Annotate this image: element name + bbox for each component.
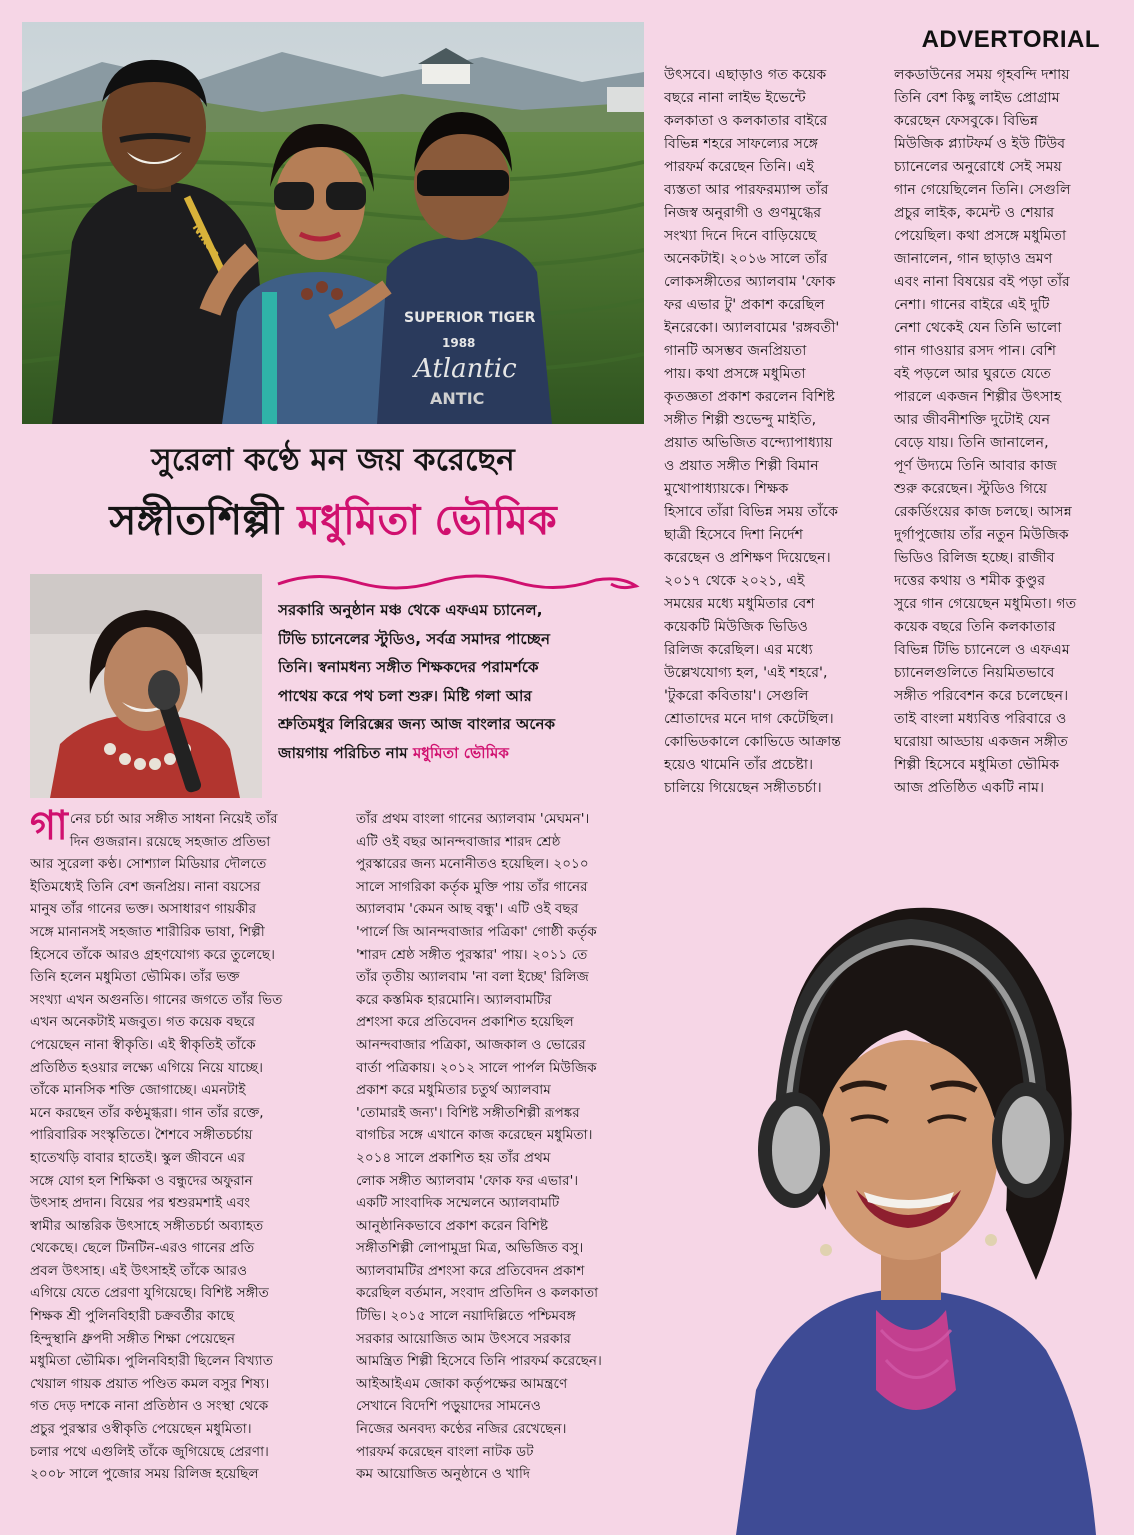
family-photo-illustration: [22, 22, 644, 424]
shirt-text-3: Atlantic: [414, 354, 517, 384]
shirt-text-4: ANTIC: [430, 389, 485, 408]
headline-subject-title: সঙ্গীতশিল্পী: [109, 496, 284, 544]
article-column-1: [30, 808, 338, 1530]
article-column-2: তাঁর প্রথম বাংলা গানের অ্যালবাম 'মেঘমন'। এটি ওই বছর আনন্দবাজার শারদ শ্রেষ্ঠ পুরস্কারের জন্য মনোনীতও হয়েছিল। ২০১০ সালে সাগরিকা কর্তৃক মুক্তি পায় তাঁর গানের অ্যালবাম 'কেমন আছ বন্ধু'। এটি ওই বছর 'পার্লে জি আনন্দবাজার পত্রিকা' গোষ্ঠী কর্তৃক 'শারদ শ্রেষ্ঠ সঙ্গীত পুরস্কার' পায়। ২০১১ তে তাঁর তৃতীয় অ্যালবাম 'না বলা ইচ্ছে' রিলিজ করে কস্তমিক হারমোনি। অ্যালবামটির প্রশংসা করে প্রতিবেদন প্রকাশিত হয়েছিল আনন্দবাজার পত্রিকা, আজকাল ও ভোরের বার্তা পত্রিকায়। ২০১২ সালে পার্পল মিউজিক প্রকাশ করে মধুমিতার চতুর্থ অ্যালবাম 'তোমারই জন্য'। বিশিষ্ট সঙ্গীতশিল্পী রূপঙ্কর বাগচির সঙ্গে এখানে কাজ করেছেন মধুমিতা। ২০১৪ সালে প্রকাশিত হয় তাঁর প্রথম লোক সঙ্গীত অ্যালবাম 'ফোক ফর এভার'। একটি সাংবাদিক সম্মেলনে অ্যালবামটি আনুষ্ঠানিকভাবে প্রকাশ করেন বিশিষ্ট সঙ্গীতশিল্পী লোপামুদ্রা মিত্র, অভিজিত বসু। অ্যালবামটির প্রশংসা করে প্রতিবেদন প্রকাশ করেছিল বর্তমান, সংবাদ প্রতিদিন ও কলকাতা টিভি। ২০১৫ সালে নয়াদিল্লিতে পশ্চিমবঙ্গ সরকার আয়োজিত আম উৎসবে সরকার আমন্ত্রিত শিল্পী হিসেবে তিনি পারফর্ম করেছেন। আইআইএম জোকা কর্তৃপক্ষের আমন্ত্রণে সেখানে বিদেশি পড়ুয়াদের সামনেও নিজের অনবদ্য কণ্ঠের নজির রেখেছেন। পারফর্ম করেছেন বাংলা নাটক ডট কম আয়োজিত অনুষ্ঠানে ও খাদি: [356, 811, 602, 1483]
lede-text: [278, 596, 644, 768]
advertorial-tag: ADVERTORIAL: [921, 26, 1100, 53]
lede-body: সরকারি অনুষ্ঠান মঞ্চ থেকে এফএম চ্যানেল, টিভি চ্যানেলের স্টুডিও, সর্বত্র সমাদর পাচ্ছেন তিনি। স্বনামধন্য সঙ্গীত শিক্ষকদের পরামর্শকে পাথেয় করে পথ চলা শুরু। মিষ্টি গলা আর শ্রুতিমধুর লিরিক্সের জন্য আজ বাংলার অনেক জায়গায় পরিচিত নাম: [278, 601, 556, 762]
headline-line-2: [22, 494, 644, 546]
camera-strap-text: Nikon: [189, 220, 224, 261]
drop-cap: গা: [30, 808, 68, 849]
shirt-text-2: 1988: [442, 336, 476, 350]
lede-paragraph: [278, 596, 644, 792]
portrait-photo: [30, 574, 262, 798]
headline-line-1: সুরেলা কণ্ঠে মন জয় করেছেন: [151, 442, 515, 478]
headline-subject-name: মধুমিতা ভৌমিক: [297, 496, 557, 544]
article-column-1-text: নের চর্চা আর সঙ্গীত সাধনা নিয়েই তাঁর দিন গুজরান। রয়েছে সহজাত প্রতিভা আর সুরেলা কণ্ঠ। সোশ্যাল মিডিয়ার দৌলতে ইতিমধ্যেই তিনি বেশ জনপ্রিয়। নানা বয়সের মানুষ তাঁর গানের ভক্ত। অসাধারণ গায়কীর সঙ্গে মানানসই সহজাত শারীরিক ভাষা, শিল্পী হিসেবে তাঁকে আরও গ্রহণযোগ্য করে তুলেছে। তিনি হলেন মধুমিতা ভৌমিক। তাঁর ভক্ত সংখ্যা এখন অগুনতি। গানের জগতে তাঁর ভিত এখন অনেকটাই মজবুত। গত কয়েক বছরে পেয়েছেন নানা স্বীকৃতি। এই স্বীকৃতিই তাঁকে প্রতিষ্ঠিত হওয়ার লক্ষ্যে এগিয়ে নিয়ে যাচ্ছে। তাঁকে মানসিক শক্তি জোগাচ্ছে। এমনটাই মনে করছেন তাঁর কণ্ঠমুগ্ধরা। গান তাঁর রক্তে, পারিবারিক সংস্কৃতিতে। শৈশবে সঙ্গীতচর্চায় হাতেখড়ি বাবার হাতেই। স্কুল জীবনে এর সঙ্গে যোগ হল শিক্ষিকা ও বন্ধুদের অফুরান উৎসাহ প্রদান। বিয়ের পর শ্বশুরমশাই এবং স্বামীর আন্তরিক উৎসাহে সঙ্গীতচর্চা অব্যাহত থেকেছে। ছেলে টিনটিন-এরও গানের প্রতি প্রবল উৎসাহ। এই উৎসাহই তাঁকে আরও এগিয়ে যেতে প্রেরণা যুগিয়েছে। বিশিষ্ট সঙ্গীত শিক্ষক শ্রী পুলিনবিহারী চক্রবর্তীর কাছে হিন্দুস্থানি ধ্রুপদী সঙ্গীত শিক্ষা পেয়েছেন মধুমিতা ভৌমিক। পুলিনবিহারী ছিলেন বিখ্যাত খেয়াল গায়ক প্রয়াত পণ্ডিত কমল বসুর শিষ্য। গত দেড় দশকে নানা প্রতিষ্ঠান ও সংস্থা থেকে প্রচুর পুরস্কার ওস্বীকৃতি পেয়েছেন মধুমিতা। চলার পথে এগুলিই তাঁকে জুগিয়েছে প্রেরণা। ২০০৮ সালে পুজোর সময় রিলিজ হয়েছিল: [30, 811, 283, 1483]
article-column-3: উৎসবে। এছাড়াও গত কয়েক বছরে নানা লাইভ ইভেন্টে কলকাতা ও কলকাতার বাইরে বিভিন্ন শহরে সাফল্যের সঙ্গে পারফর্ম করেছেন তিনি। এই ব্যস্ততা আর পারফরম্যান্স তাঁর নিজস্ব অনুরাগী ও গুণমুগ্ধের সংখ্যা দিনে দিনে বাড়িয়েছে অনেকটাই। ২০১৬ সালে তাঁর লোকসঙ্গীতের অ্যালবাম 'ফোক ফর এভার টু' প্রকাশ করেছিল ইনরেকো। অ্যালবামের 'রঙ্গবতী' গানটি অসম্ভব জনপ্রিয়তা পায়। কথা প্রসঙ্গে মধুমিতা কৃতজ্ঞতা প্রকাশ করলেন বিশিষ্ট সঙ্গীত শিল্পী শুভেন্দু মাইতি, প্রয়াত অভিজিত বন্দ্যোপাধ্যায় ও প্রয়াত সঙ্গীত শিল্পী বিমান মুখোপাধ্যায়কে। শিক্ষক হিসাবে তাঁরা বিভিন্ন সময় তাঁকে ছাত্রী হিসেবে দিশা নির্দেশ করেছেন ও প্রশিক্ষণ দিয়েছেন। ২০১৭ থেকে ২০২১, এই সময়ের মধ্যে মধুমিতার বেশ কয়েকটি মিউজিক ভিডিও রিলিজ করেছিল। এর মধ্যে উল্লেখযোগ্য হল, 'এই শহরে', 'টুকরো কবিতায়'। সেগুলি শ্রোতাদের মনে দাগ কেটেছিল। কোভিডকালে কোভিডে আক্রান্ত হয়েও থামেনি তাঁর প্রচেষ্টা। চালিয়ে গিয়েছেন সঙ্গীতচর্চা।: [664, 67, 842, 796]
headphones-portrait-illustration: [676, 830, 1134, 1535]
decorative-swirl: [276, 566, 646, 596]
headphones-portrait: [676, 830, 1134, 1535]
article-column-4: লকডাউনের সময় গৃহবন্দি দশায় তিনি বেশ কিছু লাইভ প্রোগ্রাম করেছেন ফেসবুকে। বিভিন্ন মিউজিক প্ল্যাটফর্ম ও ইউ টিউব চ্যানেলের অনুরোধে সেই সময় গান গেয়েছিলেন তিনি। সেগুলি প্রচুর লাইক, কমেন্ট ও শেয়ার পেয়েছিল। কথা প্রসঙ্গে মধুমিতা জানালেন, গান ছাড়াও ভ্রমণ এবং নানা বিষয়ের বই পড়া তাঁর নেশা। গানের বাইরে এই দুটি নেশা থেকেই যেন তিনি ভালো গান গাওয়ার রসদ পান। বেশি বই পড়লে আর ঘুরতে যেতে পারলে একজন শিল্পীর উৎসাহ আর জীবনীশক্তি দুটোই যেন বেড়ে যায়। তিনি জানালেন, পূর্ণ উদ্যমে তিনি আবার কাজ শুরু করেছেন। স্টুডিও গিয়ে রেকর্ডিংয়ের কাজ চলছে। আসন্ন দুর্গাপুজোয় তাঁর নতুন মিউজিক ভিডিও রিলিজ হচ্ছে। রাজীব দত্তের কথায় ও শমীক কুণ্ডুর সুরে গান গেয়েছেন মধুমিতা। গত কয়েক বছরে তিনি কলকাতার বিভিন্ন টিভি চ্যানেলে ও এফএম চ্যানেলগুলিতে নিয়মিতভাবে সঙ্গীত পরিবেশন করে চলেছেন। তাই বাংলা মধ্যবিত্ত পরিবারে ও ঘরোয়া আড্ডায় একজন সঙ্গীত শিল্পী হিসেবে মধুমিতা ভৌমিক আজ প্রতিষ্ঠিত একটি নাম।: [894, 67, 1077, 796]
lede-name: মধুমিতা ভৌমিক: [412, 743, 510, 762]
family-photo: [22, 22, 644, 424]
portrait-illustration: [30, 574, 262, 798]
shirt-text-1: SUPERIOR TIGER: [404, 310, 536, 326]
